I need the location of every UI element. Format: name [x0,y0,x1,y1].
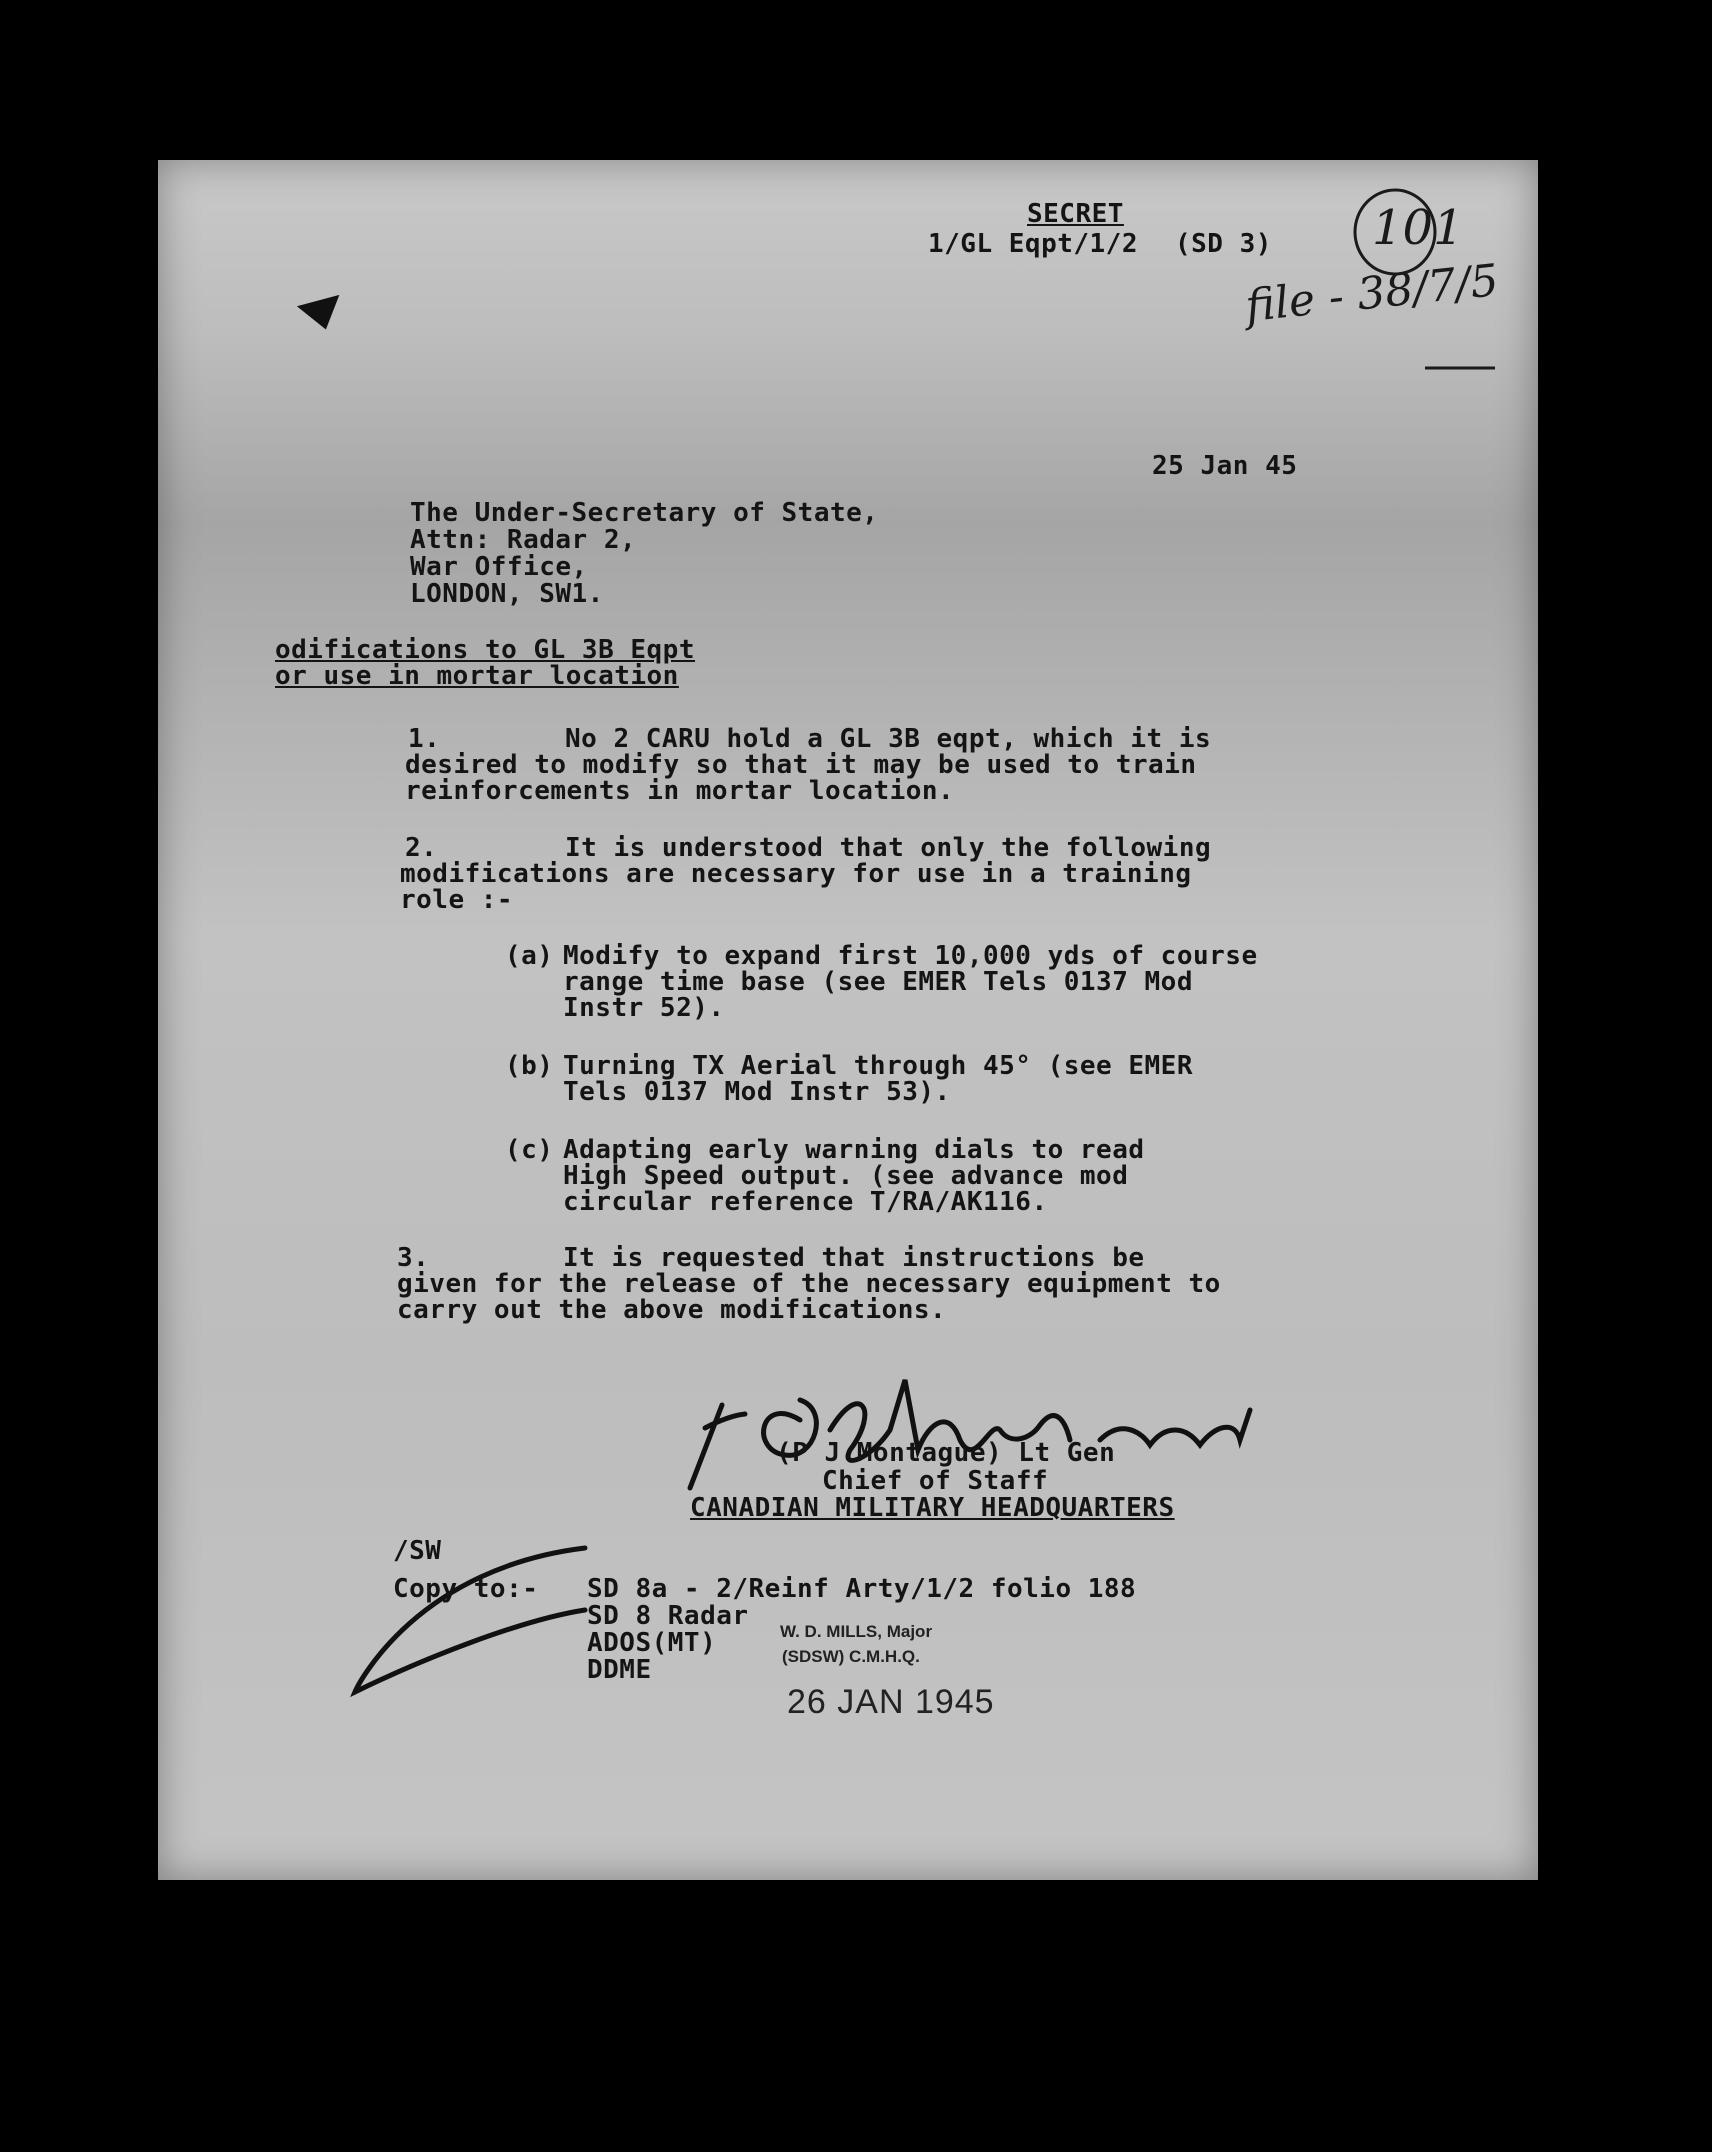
item-line: Instr 52). [563,993,725,1023]
paragraph-line: reinforcements in mortar location. [405,776,955,806]
stamp-officer: W. D. MILLS, Major [780,1622,933,1641]
paragraph-line: desired to modify so that it may be used to train [405,750,1197,780]
paragraph-line: modifications are necessary for use in a training [400,859,1192,889]
item-line: Adapting early warning dials to read [563,1135,1145,1165]
paragraph-number: 3. [397,1243,430,1273]
section-reference: (SD 3) [1175,229,1272,259]
subject-line: or use in mortar location [275,661,679,691]
item-line: Turning TX Aerial through 45° (see EMER [563,1051,1193,1081]
paragraph-line: carry out the above modifications. [397,1295,947,1325]
stamp-date: 26 JAN 1945 [787,1683,995,1721]
item-label: (c) [505,1135,554,1165]
paragraph-line: It is understood that only the following [565,833,1212,863]
copy-to-entry: SD 8a - 2/Reinf Arty/1/2 folio 188 [587,1574,1137,1604]
item-label: (b) [505,1051,554,1081]
signatory-title: Chief of Staff [822,1466,1049,1496]
classification: SECRET [1027,199,1124,229]
copy-to-label: Copy to:- [393,1574,539,1604]
handwritten-folio: 101 [1372,200,1464,256]
item-label: (a) [505,941,554,971]
subject-line: odifications to GL 3B Eqpt [275,635,695,665]
paragraph-line: role :- [400,885,514,915]
item-line: High Speed output. (see advance mod [563,1161,1129,1191]
copy-to-entry: SD 8 Radar [587,1601,749,1631]
signatory-organization: CANADIAN MILITARY HEADQUARTERS [690,1493,1175,1523]
addressee-line: The Under-Secretary of State, [410,498,879,528]
addressee-line: LONDON, SW1. [410,579,604,609]
item-line: Tels 0137 Mod Instr 53). [563,1077,951,1107]
addressee-line: Attn: Radar 2, [410,525,637,555]
addressee-line: War Office, [410,552,588,582]
item-line: Modify to expand first 10,000 yds of course [563,941,1258,971]
paragraph-line: No 2 CARU hold a GL 3B eqpt, which it is [565,724,1212,754]
handwritten-file-note: file - 38/7/5 [1243,254,1501,333]
paragraph-line: It is requested that instructions be [563,1243,1145,1273]
signatory-name: (P J Montague) Lt Gen [776,1438,1116,1468]
letter-date: 25 Jan 45 [1152,451,1298,481]
paragraph-number: 2. [405,833,438,863]
item-line: circular reference T/RA/AK116. [563,1187,1048,1217]
copy-to-entry: ADOS(MT) [587,1628,717,1658]
copy-to-entry: DDME [587,1655,652,1685]
paragraph-number: 1. [408,724,441,754]
typist-reference: /SW [393,1536,442,1566]
paragraph-line: given for the release of the necessary equipment to [397,1269,1221,1299]
item-line: range time base (see EMER Tels 0137 Mod [563,967,1193,997]
stamp-unit: (SDSW) C.M.H.Q. [782,1647,920,1666]
file-reference: 1/GL Eqpt/1/2 [928,229,1138,259]
